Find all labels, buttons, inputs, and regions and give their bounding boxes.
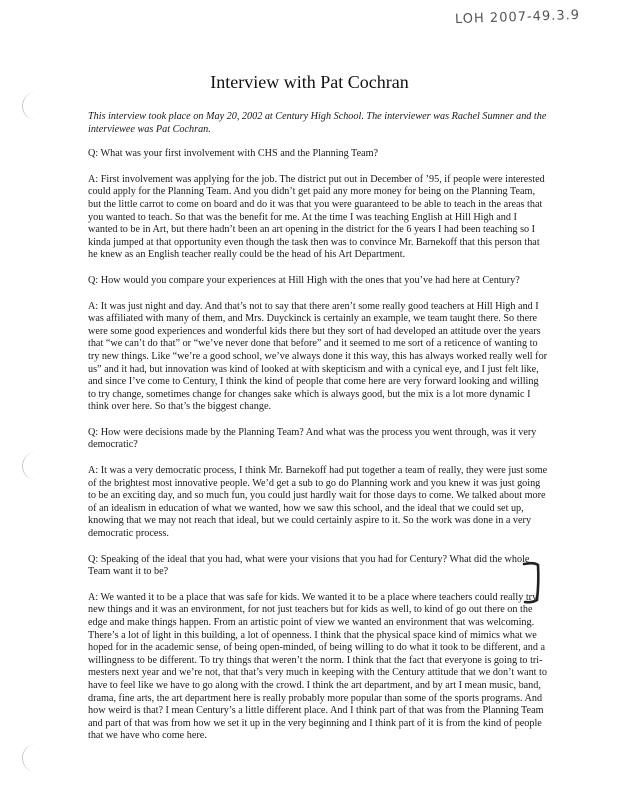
answer-1: A: First involvement was applying for the job. The district put out in December of ’95, if people were interested could apply for the Planning Team. And you didn’t get paid any more money for being on the Planning Team, but the little carrot to come on board and do it was that you were guaranteed to be able to teach in the areas that you wanted to teach. So that was the benefit for me. At the time I was teaching English at Hill High and I wanted to be in Art, but there hadn’t been an art opening in the district for the 6 years I had been teaching so I kinda jumped at that opportunity even though the task then was to convince Mr. Barnekoff that this person that he knew as an English teacher really could be the head of his Art Department. — [88, 173, 545, 261]
answer-2: A: It was just night and day. And that’s not to say that there aren’t some really good teachers at Hill High and I was affiliated with many of them, and Mrs. Duyckinck is certainly an example, we team taught there. So there were some good experiences and wonderful kids there but they sort of had developed an attitude over the years that “we can’t do that” or “we’ve never done that before” and it seemed to me sort of a reticence of wanting to try new things. Like “we’re a good school, we’ve always done it this way, this has always worked really well for us” and it had, but innovation was kind of looked at with skepticism and with a cynical eye, and I just felt like, and since I’ve come to Century, I think the kind of people that come here are very forward looking and willing to try change, sometimes change for changes sake which is always good, but the mix is a lot more dynamic I think over here. So that’s the biggest change. — [88, 300, 548, 413]
handwritten-bracket-mark — [520, 560, 544, 606]
accession-number: LOH 2007-49.3.9 — [454, 7, 581, 28]
question-3: Q: How were decisions made by the Planning Team? And what was the process you went through, was it very democratic? — [88, 426, 537, 451]
answer-4: A: We wanted it to be a place that was safe for kids. We wanted it to be a place where teachers could really try new things and it was an environment, for not just teachers but for kids as well, to kind of go out there on the edge and make things happen. From an artistic point of view we wanted an environment that was welcoming. There’s a lot of light in this building, a lot of openness. I think that the physical space kind of mimics what we hoped for in the academic sense, of being open-minded, of being willing to do what it took to be different, and a willingness to be different. To try things that weren’t the norm. I think that the fact that everyone is going to tri-mesters next year and we’re not, that that’s very much in keeping with the Century attitude that we don’t want to have to feel like we have to go along with the crowd. I think the art department, and by art I mean music, band, drama, fine arts, the art department here is really probably more popular than some of the sports programs. And how weird is that? I mean Century’s a little different place. And I think part of that was from the Planning Team and part of that was from how we set it up in the very beginning and I think part of it is from the kind of people that we have who come here. — [88, 591, 547, 742]
document-title: Interview with Pat Cochran — [210, 72, 409, 92]
question-1: Q: What was your first involvement with CHS and the Planning Team? — [88, 148, 379, 160]
punch-hole-middle — [22, 452, 49, 480]
intro-paragraph: This interview took place on May 20, 2002 at Century High School. The interviewer was Rachel Sumner and the interviewee was Pat Cochran. — [88, 111, 547, 135]
punch-hole-bottom — [22, 744, 49, 772]
answer-3: A: It was a very democratic process, I think Mr. Barnekoff had put together a team of really, they were just some of the brightest most innovative people. We’d get a sub to go do Planning work and you knew it was just going to be an exciting day, and so much fun, you could just hardly wait for those days to come. We talked about more of an idealism in education of what we wanted, how we saw this school, and the ideal that we could set up, knowing that we may not reach that ideal, but we could certainly aspire to it. So the work was done in a very democratic process. — [88, 465, 548, 540]
document-body — [88, 111, 548, 756]
punch-hole-top — [22, 92, 49, 120]
question-2: Q: How would you compare your experiences at Hill High with the ones that you’ve had here at Century? — [88, 274, 520, 286]
question-4: Q: Speaking of the ideal that you had, what were your visions that you had for Century? What did the whole Team want it to be? — [88, 553, 530, 578]
